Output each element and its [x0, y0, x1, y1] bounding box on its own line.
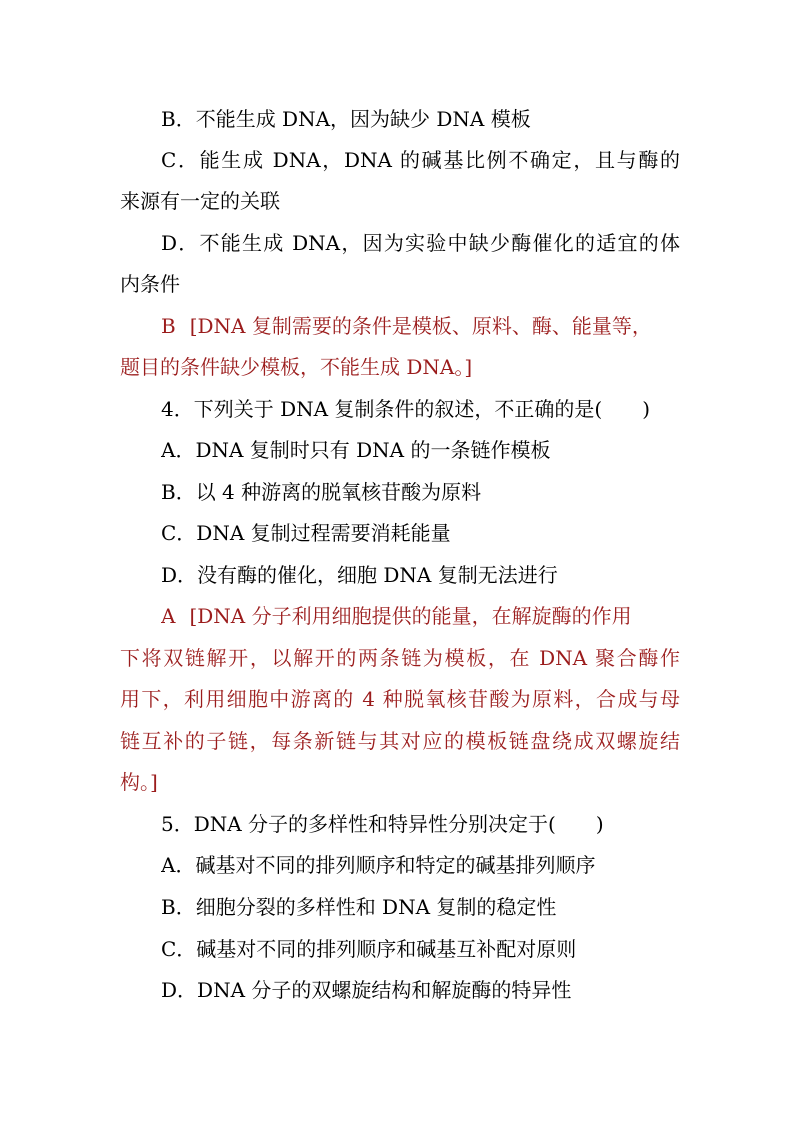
q5-option-c: C．碱基对不同的排列顺序和碱基互补配对原则: [161, 937, 577, 961]
q5-stem: 5．DNA 分子的多样性和特异性分别决定于( ): [161, 812, 604, 836]
q3-answer-explanation-start: [DNA 复制需要的条件是模板、原料、酶、能量等，: [189, 314, 652, 338]
q4-option-d: D．没有酶的催化，细胞 DNA 复制无法进行: [161, 563, 558, 587]
q3-option-d-line1: D．不能生成 DNA，因为实验中缺少酶催化的适宜的体: [161, 231, 680, 255]
q4-answer-letter: A: [161, 604, 176, 628]
q4-option-b: B．以 4 种游离的脱氧核苷酸为原料: [161, 480, 482, 504]
q3-option-c-line2: 来源有一定的关联: [120, 189, 280, 213]
q4-answer-line3: 用下，利用细胞中游离的 4 种脱氧核苷酸为原料，合成与母: [120, 687, 680, 711]
q3-option-c-line1: C．能生成 DNA，DNA 的碱基比例不确定，且与酶的: [161, 148, 680, 172]
q3-option-b: B．不能生成 DNA，因为缺少 DNA 模板: [161, 107, 531, 131]
q4-option-c: C．DNA 复制过程需要消耗能量: [161, 521, 451, 545]
q4-stem: 4．下列关于 DNA 复制条件的叙述，不正确的是( ): [161, 397, 651, 421]
q5-option-d: D．DNA 分子的双螺旋结构和解旋酶的特异性: [161, 978, 572, 1002]
q5-option-a: A．碱基对不同的排列顺序和特定的碱基排列顺序: [161, 853, 596, 877]
q3-answer-line2: 题目的条件缺少模板，不能生成 DNA。]: [120, 355, 473, 379]
q3-answer-letter: B: [161, 314, 176, 338]
q5-option-b: B．细胞分裂的多样性和 DNA 复制的稳定性: [161, 895, 557, 919]
q4-answer-line2: 下将双链解开，以解开的两条链为模板，在 DNA 聚合酶作: [120, 646, 680, 670]
q3-answer-line1: [161, 311, 680, 341]
q3-option-d-line2: 内条件: [120, 272, 180, 296]
q4-answer-line4: 链互补的子链，每条新链与其对应的模板链盘绕成双螺旋结: [120, 729, 680, 753]
q4-option-a: A．DNA 复制时只有 DNA 的一条链作模板: [161, 438, 551, 462]
q4-answer-line1: [161, 601, 680, 631]
q4-answer-explanation-start: [DNA 分子利用细胞提供的能量，在解旋酶的作用: [189, 604, 632, 628]
q4-answer-line5: 构。]: [120, 770, 158, 794]
